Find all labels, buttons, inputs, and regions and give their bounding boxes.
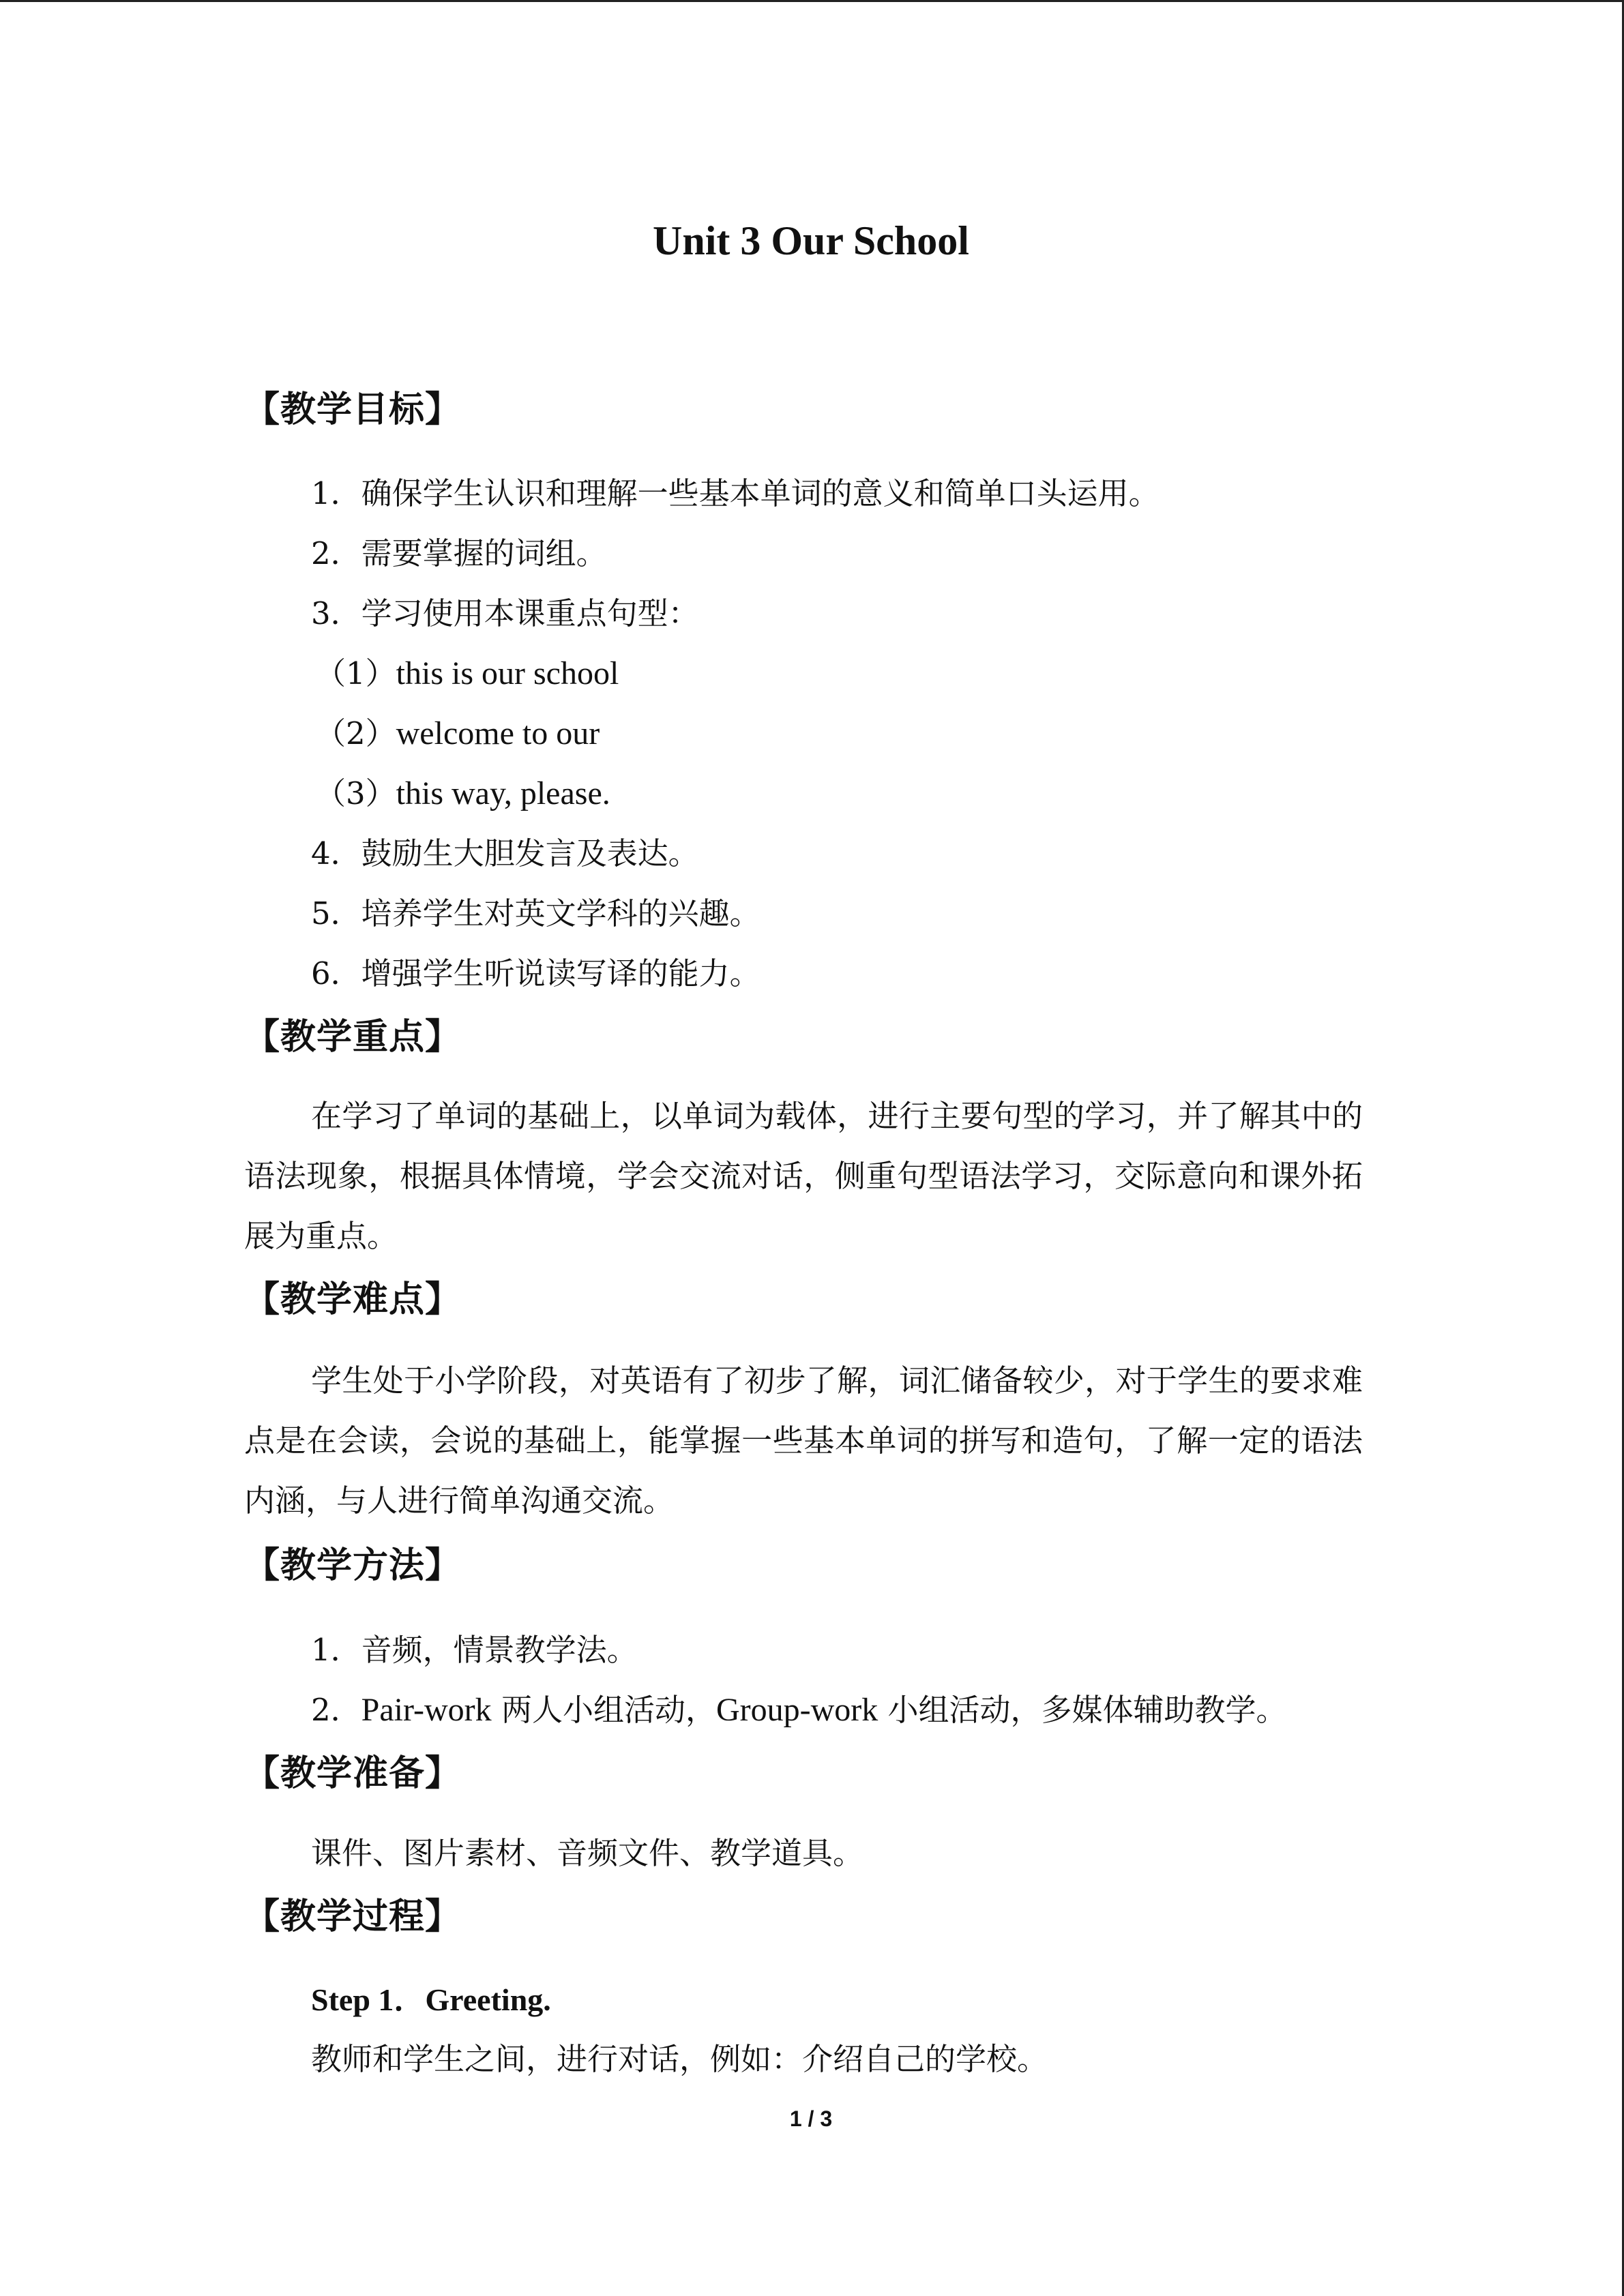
pattern-item-2 — [315, 713, 600, 754]
objective-item-3: 3．学习使用本课重点句型： — [311, 595, 699, 631]
key-points-paragraph: 在学习了单词的基础上，以单词为载体，进行主要句型的学习，并了解其中的语法现象，根据具体情境，学会交流对话，侧重句型语法学习，交际意向和课外拓展为重点。 — [244, 1098, 1363, 1254]
heading-methods: 【教学方法】 — [244, 1545, 462, 1586]
objective-item-1: 1．确保学生认识和理解一些基本单词的意义和简单口头运用。 — [311, 475, 1160, 511]
objective-item-5: 5．培养学生对英文学科的兴趣。 — [311, 895, 761, 931]
heading-process: 【教学过程】 — [244, 1896, 462, 1937]
heading-key-points: 【教学重点】 — [244, 1016, 462, 1058]
objective-item-4: 4．鼓励生大胆发言及表达。 — [311, 835, 699, 871]
method-item-2-number: 2． — [311, 1692, 361, 1728]
heading-objectives: 【教学目标】 — [244, 389, 462, 430]
preparation-text: 课件、图片素材、音频文件、教学道具。 — [311, 1835, 864, 1871]
objective-item-6: 6．增强学生听说读写译的能力。 — [311, 955, 761, 992]
pattern-text: this way, please. — [396, 775, 610, 811]
pattern-number: （1） — [315, 655, 396, 691]
method-pair-work-desc: 两人小组活动， — [491, 1692, 716, 1728]
pattern-item-3 — [315, 773, 610, 814]
objective-item-2: 2．需要掌握的词组。 — [311, 535, 607, 571]
method-item-1: 1．音频，情景教学法。 — [311, 1632, 638, 1668]
pattern-text: welcome to our — [396, 715, 600, 751]
method-group-work-desc: 小组活动，多媒体辅助教学。 — [878, 1692, 1287, 1728]
heading-preparation: 【教学准备】 — [244, 1753, 462, 1794]
document-title: Unit 3 Our School — [653, 218, 969, 263]
difficulties-paragraph: 学生处于小学阶段，对英语有了初步了解，词汇储备较少，对于学生的要求难点是在会读，会说的基础上，能掌握一些基本单词的拼写和造句，了解一定的语法内涵，与人进行简单沟通交流。 — [244, 1362, 1363, 1519]
page-number: 1 / 3 — [789, 2106, 833, 2131]
method-item-2 — [311, 1690, 1287, 1731]
pattern-item-1 — [315, 653, 619, 694]
method-pair-work: Pair-work — [361, 1692, 492, 1728]
pattern-number: （3） — [315, 775, 396, 811]
step-1-text: 教师和学生之间，进行对话，例如：介绍自己的学校。 — [311, 2041, 1048, 2077]
method-group-work: Group-work — [715, 1692, 879, 1728]
step-1-title: Step 1．Greeting. — [311, 1982, 551, 2017]
pattern-text: this is our school — [396, 655, 619, 691]
heading-difficulties: 【教学难点】 — [244, 1279, 462, 1320]
pattern-number: （2） — [315, 715, 396, 751]
